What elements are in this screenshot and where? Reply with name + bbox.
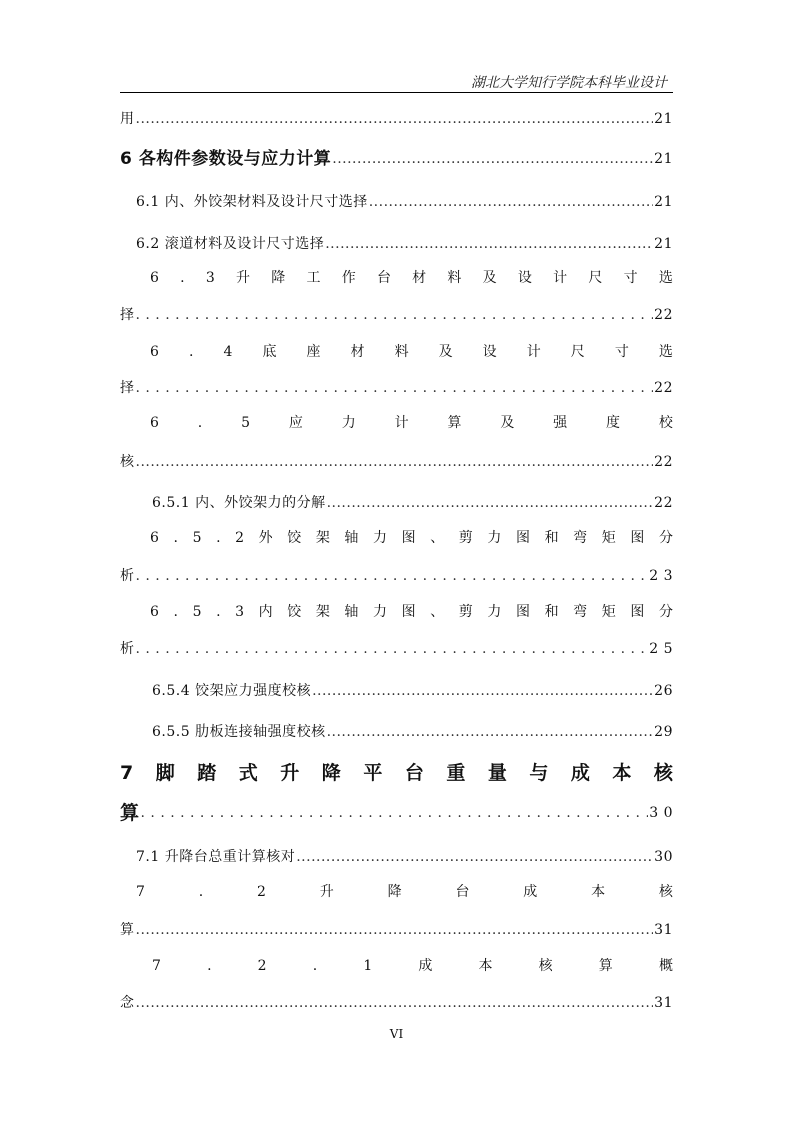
toc-entry-title: 析 <box>120 641 135 657</box>
toc-justified-char: 设 <box>482 344 497 360</box>
toc-justified-char: 和 <box>544 530 559 546</box>
toc-justified-char: 量 <box>487 762 507 784</box>
toc-entry[interactable] <box>152 682 673 700</box>
toc-justified-char: 材 <box>350 344 365 360</box>
toc-justified-char: 式 <box>238 762 258 784</box>
toc-justified-char: 图 <box>515 530 530 546</box>
toc-justified-char: 选 <box>658 270 673 286</box>
toc-justified-char: . <box>216 604 221 620</box>
toc-justified-char: 2 <box>257 958 267 974</box>
toc-justified-char: 力 <box>487 530 502 546</box>
toc-justified-char: . <box>216 530 221 546</box>
toc-leader <box>136 379 654 397</box>
toc-justified-char: 6 <box>150 604 159 620</box>
toc-justified-char: 5 <box>192 604 202 620</box>
toc-leader <box>141 804 649 822</box>
toc-justified-char: 7 <box>136 884 145 900</box>
toc-entry[interactable] <box>120 306 673 324</box>
toc-justified-char: 脚 <box>155 762 175 784</box>
toc-justified-char: 1 <box>363 958 373 974</box>
toc-justified-char: 6 <box>150 344 159 360</box>
toc-entry-title: 念 <box>120 995 135 1011</box>
toc-leader <box>312 682 653 700</box>
toc-entry[interactable] <box>136 848 673 866</box>
toc-justified-char: 架 <box>315 530 330 546</box>
toc-page-number: 31 <box>654 922 673 938</box>
toc-leader <box>136 110 654 128</box>
toc-leader <box>136 640 649 658</box>
toc-leader <box>136 994 654 1012</box>
toc-page-number: 21 <box>654 151 673 167</box>
toc-leader <box>136 567 649 585</box>
toc-justified-char: 降 <box>321 762 341 784</box>
toc-justified-char: 3 <box>235 604 245 620</box>
toc-leader <box>136 921 654 939</box>
toc-justified-char: 外 <box>258 530 273 546</box>
toc-justified-char: 内 <box>258 604 273 620</box>
toc-entry-title: 算 <box>120 802 140 824</box>
toc-entry-title: 择 <box>120 380 135 396</box>
toc-page-number: 22 <box>654 454 673 470</box>
toc-page-number: 2 5 <box>649 641 673 657</box>
toc-justified-char: . <box>173 604 178 620</box>
toc-justified-char: 力 <box>341 415 356 431</box>
toc-entry-title: 核 <box>120 454 135 470</box>
toc-justified-char: 及 <box>500 415 515 431</box>
toc-leader <box>327 723 654 741</box>
toc-justified-char: 分 <box>658 530 673 546</box>
toc-entry-justified[interactable] <box>150 269 673 287</box>
toc-justified-char: 分 <box>658 604 673 620</box>
toc-entry[interactable] <box>120 921 673 939</box>
toc-justified-char: 台 <box>376 270 391 286</box>
toc-justified-char: 5 <box>192 530 202 546</box>
toc-entry-justified[interactable] <box>150 414 673 432</box>
toc-entry-title: 6.2 滚道材料及设计尺寸选择 <box>136 236 325 252</box>
toc-justified-char: 5 <box>241 415 251 431</box>
toc-entry[interactable] <box>152 494 673 512</box>
toc-page-number: 22 <box>654 495 673 511</box>
toc-justified-char: 3 <box>205 270 215 286</box>
toc-justified-char: 概 <box>658 958 673 974</box>
toc-justified-char: 选 <box>658 344 673 360</box>
toc-justified-char: 成 <box>418 958 433 974</box>
toc-justified-char: 工 <box>306 270 321 286</box>
toc-justified-char: 架 <box>315 604 330 620</box>
toc-entry-title: 择 <box>120 307 135 323</box>
toc-justified-char: 尺 <box>588 270 603 286</box>
toc-justified-char: . <box>188 344 194 360</box>
toc-justified-char: 、 <box>430 530 445 546</box>
toc-justified-char: 、 <box>430 604 445 620</box>
toc-entry[interactable] <box>120 110 673 128</box>
toc-page-number: 21 <box>654 236 673 252</box>
toc-entry[interactable] <box>120 640 673 658</box>
toc-entry-title: 6.5.4 饺架应力强度校核 <box>152 683 312 699</box>
toc-justified-char: 核 <box>538 958 553 974</box>
toc-justified-char: . <box>197 415 203 431</box>
toc-justified-char: 图 <box>630 530 645 546</box>
toc-justified-char: 尺 <box>570 344 585 360</box>
toc-justified-char: 轴 <box>344 604 359 620</box>
toc-justified-char: 力 <box>373 530 388 546</box>
toc-justified-char: 寸 <box>623 270 638 286</box>
toc-justified-char: 及 <box>438 344 453 360</box>
toc-justified-char: 2 <box>235 530 245 546</box>
toc-justified-char: 成 <box>570 762 590 784</box>
toc-justified-char: 2 <box>257 884 266 900</box>
toc-justified-char: 剪 <box>458 604 473 620</box>
toc-entry-title: 6.1 内、外饺架材料及设计尺寸选择 <box>136 194 368 210</box>
toc-justified-char: 计 <box>553 270 568 286</box>
toc-justified-char: 作 <box>341 270 356 286</box>
toc-justified-char: 重 <box>446 762 466 784</box>
toc-justified-char: 和 <box>544 604 559 620</box>
toc-entry[interactable] <box>120 567 673 585</box>
toc-justified-char: 核 <box>658 884 673 900</box>
toc-justified-char: 6 <box>150 270 159 286</box>
toc-page-number: 21 <box>654 194 673 210</box>
toc-justified-char: 矩 <box>601 604 616 620</box>
toc-entry[interactable] <box>136 235 673 253</box>
toc-leader <box>136 453 654 471</box>
toc-justified-char: 台 <box>404 762 424 784</box>
toc-justified-char: 本 <box>612 762 632 784</box>
toc-justified-char: 升 <box>236 270 250 286</box>
toc-justified-char: 寸 <box>614 344 629 360</box>
toc-justified-char: 与 <box>529 762 549 784</box>
toc-justified-char: 计 <box>394 415 409 431</box>
toc-justified-char: 饺 <box>287 604 302 620</box>
toc-justified-char: 强 <box>553 415 568 431</box>
toc-justified-char: 升 <box>280 762 300 784</box>
toc-justified-char: 底 <box>262 344 277 360</box>
toc-leader <box>296 848 653 866</box>
toc-justified-char: 降 <box>271 270 286 286</box>
toc-entry[interactable] <box>120 379 673 397</box>
toc-justified-char: . <box>312 958 318 974</box>
toc-justified-char: 应 <box>288 415 303 431</box>
toc-entry-title: 6.5.1 内、外饺架力的分解 <box>152 495 326 511</box>
toc-justified-char: 降 <box>387 884 402 900</box>
toc-entry[interactable] <box>120 994 673 1012</box>
toc-entry[interactable] <box>120 453 673 471</box>
toc-justified-char: 6 <box>150 415 159 431</box>
toc-leader <box>327 494 654 512</box>
toc-justified-char: 剪 <box>458 530 473 546</box>
toc-justified-char: 轴 <box>344 530 359 546</box>
toc-justified-char: 力 <box>373 604 388 620</box>
toc-leader <box>369 193 653 211</box>
toc-entry-title: 用 <box>120 111 135 127</box>
toc-justified-char: 校 <box>658 415 673 431</box>
page-number: VI <box>389 1027 404 1041</box>
toc-page-number: 3 0 <box>649 805 673 821</box>
toc-entry[interactable] <box>136 193 673 211</box>
toc-justified-char: . <box>198 884 204 900</box>
toc-justified-char: 算 <box>447 415 462 431</box>
toc-justified-char: 及 <box>482 270 497 286</box>
toc-justified-char: 台 <box>455 884 470 900</box>
toc-page-number: 22 <box>654 380 673 396</box>
toc-entry-justified[interactable] <box>150 529 673 547</box>
toc-entry-justified[interactable] <box>120 762 673 784</box>
toc-justified-char: . <box>207 958 212 974</box>
toc-justified-char: 本 <box>591 884 606 900</box>
toc-justified-char: 7 <box>152 958 161 974</box>
toc-justified-char: 弯 <box>573 530 588 546</box>
toc-entry-title: 析 <box>120 568 135 584</box>
toc-entry[interactable] <box>120 150 673 168</box>
toc-justified-char: 平 <box>363 762 383 784</box>
toc-page-number: 21 <box>654 111 673 127</box>
toc-justified-char: 矩 <box>601 530 616 546</box>
toc-entry-title: 6.5.5 肋板连接轴强度校核 <box>152 724 326 740</box>
toc-page-number: 2 3 <box>649 568 673 584</box>
toc-entry-justified[interactable] <box>152 957 673 975</box>
toc-justified-char: 7 <box>120 762 134 784</box>
toc-entry-title: 算 <box>120 922 135 938</box>
toc-justified-char: 升 <box>319 884 334 900</box>
toc-justified-char: 本 <box>478 958 493 974</box>
toc-entry-justified[interactable] <box>150 603 673 621</box>
toc-entry[interactable] <box>152 723 673 741</box>
toc-leader <box>136 306 654 324</box>
toc-justified-char: 图 <box>630 604 645 620</box>
toc-justified-char: 图 <box>401 530 416 546</box>
toc-justified-char: 力 <box>487 604 502 620</box>
toc-justified-char: 成 <box>523 884 538 900</box>
toc-justified-char: 踏 <box>197 762 217 784</box>
toc-justified-char: 设 <box>517 270 532 286</box>
toc-justified-char: 材 <box>412 270 427 286</box>
toc-justified-char: 算 <box>598 958 613 974</box>
toc-entry-justified[interactable] <box>136 883 673 901</box>
toc-page-number: 22 <box>654 307 673 323</box>
toc-justified-char: 6 <box>150 530 159 546</box>
toc-entry-title: 7.1 升降台总重计算核对 <box>136 849 296 865</box>
toc-entry-justified[interactable] <box>150 343 673 361</box>
toc-page-number: 31 <box>654 995 673 1011</box>
toc-justified-char: 料 <box>447 270 462 286</box>
toc-justified-char: 图 <box>401 604 416 620</box>
toc-page-number: 30 <box>654 849 673 865</box>
toc-justified-char: . <box>173 530 178 546</box>
toc-justified-char: 图 <box>515 604 530 620</box>
toc-justified-char: 料 <box>394 344 409 360</box>
toc-page-number: 29 <box>654 724 673 740</box>
toc-justified-char: 饺 <box>287 530 302 546</box>
header-title: 湖北大学知行学院本科毕业设计 <box>471 75 667 91</box>
toc-justified-char: 弯 <box>573 604 588 620</box>
toc-entry[interactable] <box>120 804 673 822</box>
toc-leader <box>332 150 653 168</box>
toc-justified-char: 计 <box>526 344 541 360</box>
toc-justified-char: 4 <box>223 344 233 360</box>
toc-page-number: 26 <box>654 683 673 699</box>
toc-justified-char: . <box>180 270 185 286</box>
page-header <box>120 68 673 93</box>
toc-justified-char: 座 <box>306 344 321 360</box>
toc-leader <box>325 235 653 253</box>
toc-justified-char: 度 <box>606 415 621 431</box>
toc-justified-char: 核 <box>653 762 673 784</box>
toc-entry-title: 6 各构件参数设与应力计算 <box>120 149 332 169</box>
